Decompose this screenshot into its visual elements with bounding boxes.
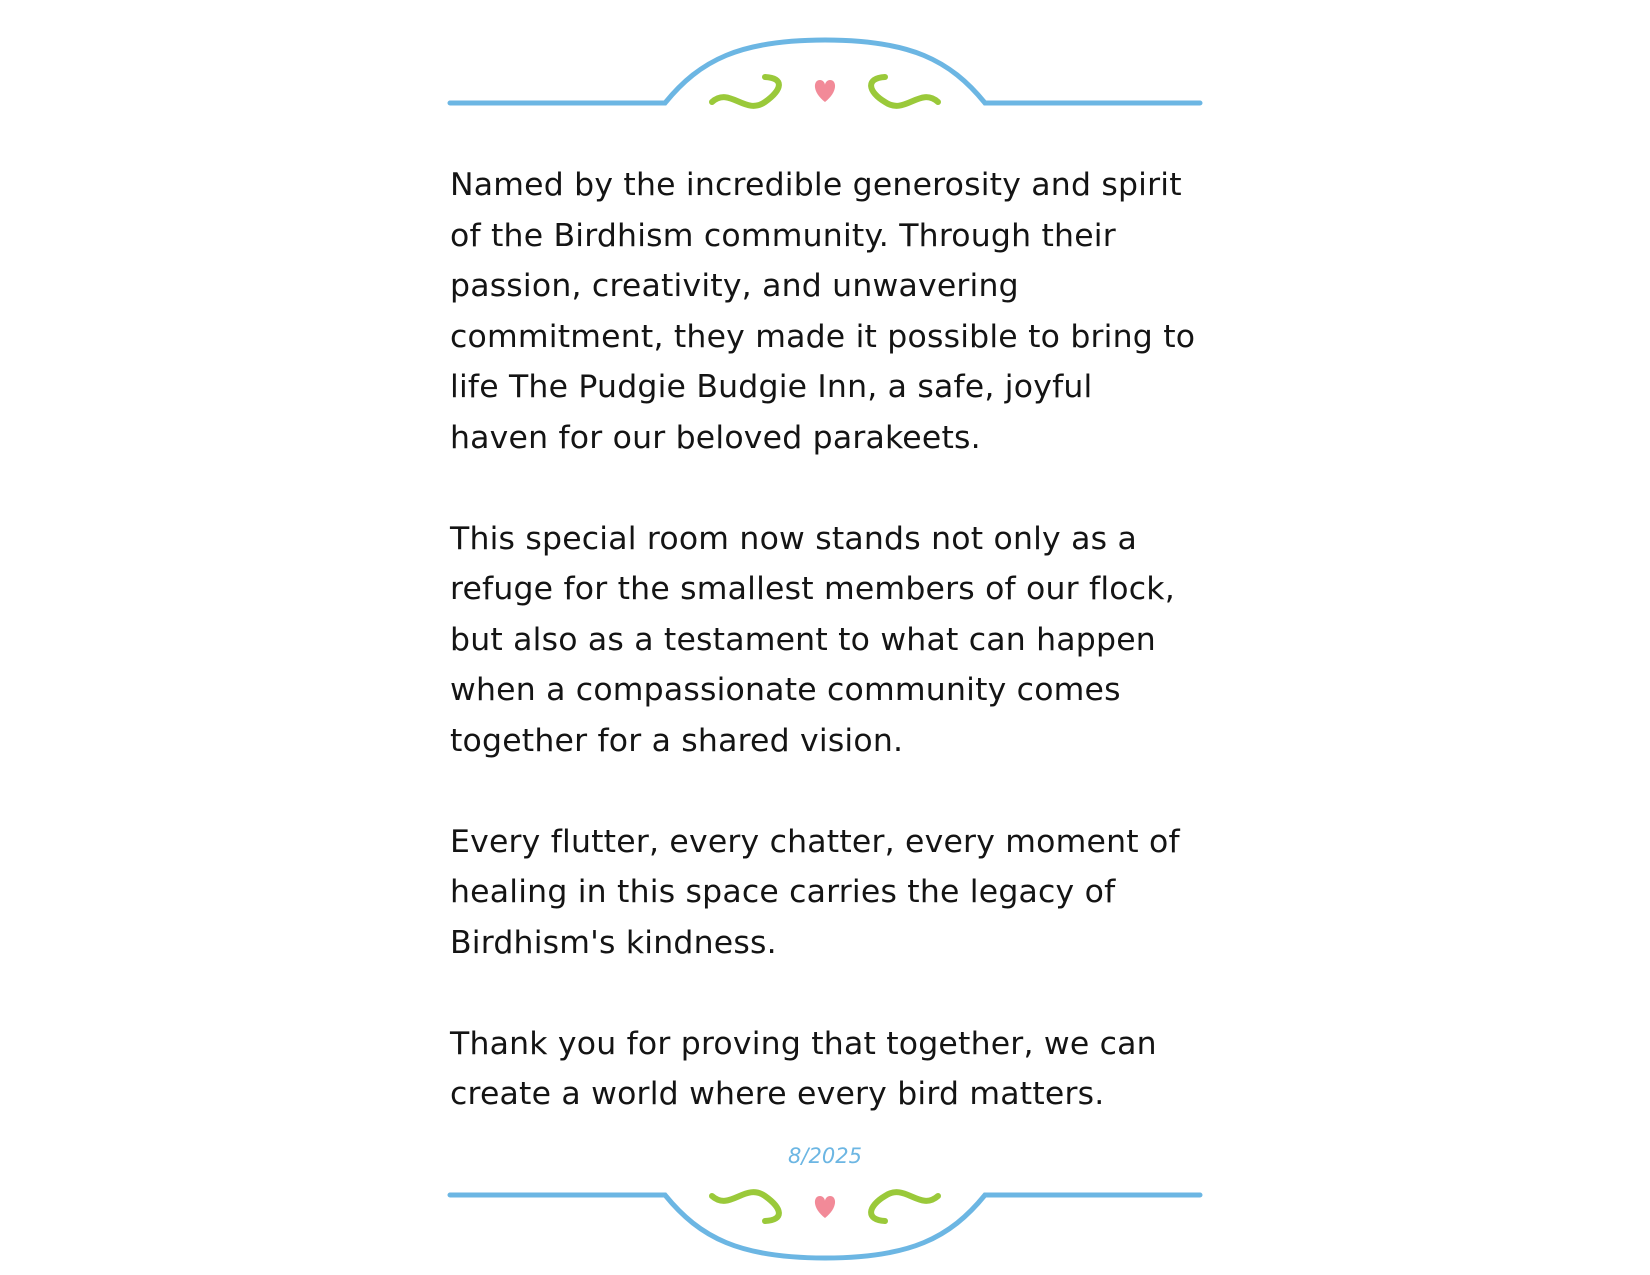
right-swirl-icon: [871, 77, 938, 106]
paragraph-4: Thank you for proving that together, we can create a world where every bird matters.: [450, 1025, 1157, 1112]
bottom-divider-ornament: [440, 1150, 1210, 1275]
paragraph-1: Named by the incredible generosity and spirit of the Birdhism community. Through their passion, creativity, and unwavering commitment, they made it possible to bring to life The Pudgie Budgie Inn, a safe, joyful haven for our beloved parakeets.: [450, 167, 1196, 456]
right-swirl-icon: [871, 1192, 938, 1221]
paragraph-3: Every flutter, every chatter, every moment of healing in this space carries the legacy of Birdhism's kindness.: [450, 823, 1180, 961]
heart-icon: [815, 80, 835, 102]
dedication-text: [450, 160, 1200, 1120]
left-swirl-icon: [712, 1192, 779, 1221]
date-label: 8/2025: [788, 1144, 862, 1168]
left-swirl-icon: [712, 77, 779, 106]
top-divider-ornament: [440, 20, 1210, 160]
paragraph-2: This special room now stands not only as a refuge for the smallest members of our flock, but also as a testament to what can happen when a compassionate community comes together for a shared vision.: [450, 520, 1175, 759]
heart-icon: [815, 1196, 835, 1218]
